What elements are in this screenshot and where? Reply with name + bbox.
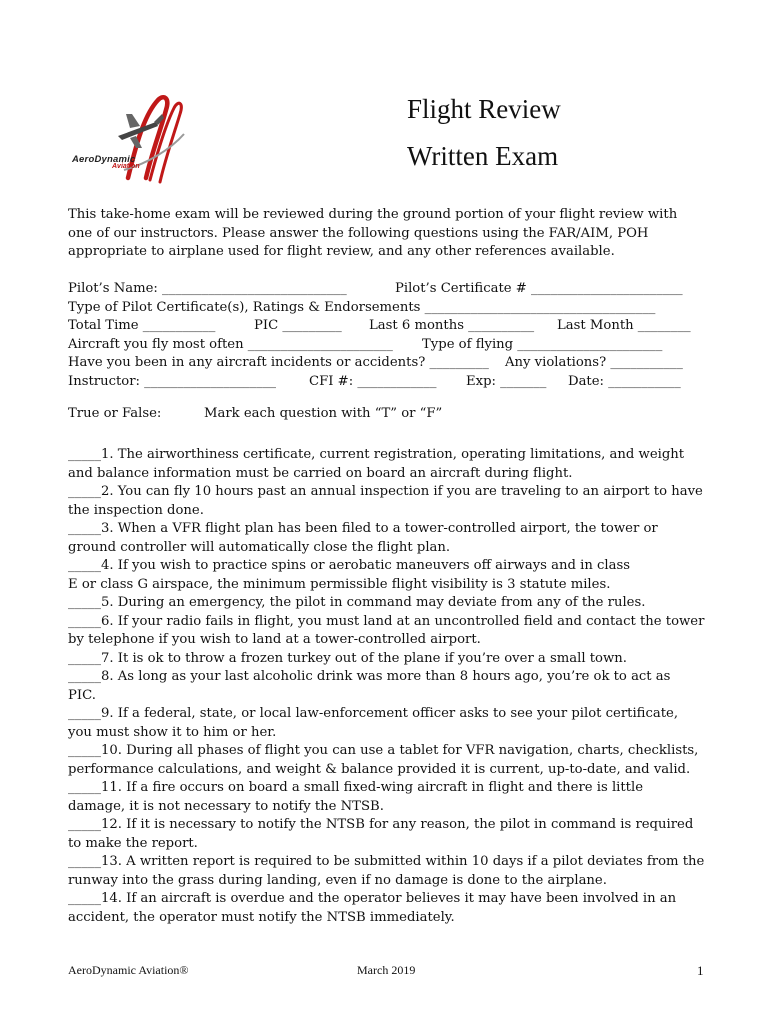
certificate-type-field[interactable]: Type of Pilot Certificate(s), Ratings & Endorsements ___________________________________ bbox=[68, 299, 656, 315]
expiration-field[interactable]: Exp: _______ bbox=[466, 373, 547, 389]
logo-subtitle: Aviation bbox=[112, 163, 140, 170]
aircraft-field[interactable]: Aircraft you fly most often ______________________ bbox=[68, 336, 393, 352]
true-false-label: True or False: bbox=[68, 406, 162, 421]
question-line[interactable]: _____13. A written report is required to be submitted within 10 days if a pilot deviates from the bbox=[68, 854, 705, 869]
question-line: to make the report. bbox=[68, 835, 198, 851]
last-6-months-field[interactable]: Last 6 months __________ bbox=[369, 318, 535, 333]
question-line: by telephone if you wish to land at a tower-controlled airport. bbox=[68, 632, 481, 647]
footer-company: AeroDynamic Aviation® bbox=[68, 963, 189, 977]
true-false-instruction: Mark each question with “T” or “F” bbox=[204, 406, 443, 421]
pilot-certificate-field[interactable]: Pilot’s Certificate # _______________________ bbox=[395, 281, 683, 296]
question-line[interactable]: _____10. During all phases of flight you can use a tablet for VFR navigation, charts, checklists, bbox=[68, 743, 699, 758]
question-line[interactable]: _____7. It is ok to throw a frozen turkey out of the plane if you’re over a small town. bbox=[68, 650, 627, 666]
question-line: and balance information must be carried on board an aircraft during flight. bbox=[68, 465, 573, 481]
question-line[interactable]: _____9. If a federal, state, or local law-enforcement officer asks to see your pilot certificate, bbox=[68, 706, 679, 721]
question-line: PIC. bbox=[68, 687, 96, 703]
page-title: Flight Review bbox=[407, 94, 561, 124]
true-false-header bbox=[68, 406, 708, 426]
question-line: damage, it is not necessary to notify the NTSB. bbox=[68, 798, 384, 814]
question-line: E or class G airspace, the minimum permissible flight visibility is 3 statute miles. bbox=[68, 576, 611, 592]
cfi-number-field[interactable]: CFI #: ____________ bbox=[309, 373, 437, 389]
question-list bbox=[68, 446, 708, 927]
violations-field[interactable]: Any violations? ___________ bbox=[505, 355, 683, 370]
airplane-swoosh-icon bbox=[66, 90, 196, 190]
aerodynamic-logo bbox=[66, 90, 196, 190]
question-line[interactable]: _____1. The airworthiness certificate, current registration, operating limitations, and weight bbox=[68, 447, 685, 462]
logo-wordmark: AeroDynamic bbox=[72, 154, 136, 165]
page-number: 1 bbox=[697, 963, 704, 978]
question-line: accident, the operator must notify the NTSB immediately. bbox=[68, 909, 455, 925]
incidents-field[interactable]: Have you been in any aircraft incidents or accidents? _________ bbox=[68, 355, 489, 370]
page-subtitle: Written Exam bbox=[407, 141, 559, 171]
intro-paragraph bbox=[68, 206, 708, 262]
question-line[interactable]: _____11. If a fire occurs on board a small fixed-wing aircraft in flight and there is little bbox=[68, 780, 643, 795]
type-of-flying-field[interactable]: Type of flying ______________________ bbox=[422, 336, 663, 352]
question-line: you must show it to him or her. bbox=[68, 724, 277, 740]
question-line[interactable]: _____3. When a VFR flight plan has been filed to a tower-controlled airport, the tower or bbox=[68, 521, 658, 536]
intro-line: appropriate to airplane used for flight review, and any other references available. bbox=[68, 244, 615, 259]
question-line[interactable]: _____8. As long as your last alcoholic drink was more than 8 hours ago, you’re ok to act as bbox=[68, 669, 671, 684]
question-line[interactable]: _____5. During an emergency, the pilot in command may deviate from any of the rules. bbox=[68, 595, 646, 610]
last-month-field[interactable]: Last Month ________ bbox=[557, 318, 691, 333]
pic-field[interactable]: PIC _________ bbox=[254, 318, 342, 333]
question-line[interactable]: _____14. If an aircraft is overdue and the operator believes it may have been involved in an bbox=[68, 891, 677, 906]
total-time-field[interactable]: Total Time ___________ bbox=[68, 318, 216, 333]
date-field[interactable]: Date: ___________ bbox=[568, 373, 681, 389]
question-line: runway into the grass during landing, even if no damage is done to the airplane. bbox=[68, 872, 607, 888]
question-line[interactable]: _____6. If your radio fails in flight, you must land at an uncontrolled field and contact the tower bbox=[68, 613, 705, 629]
footer-date: March 2019 bbox=[357, 963, 416, 977]
pilot-info-form bbox=[68, 281, 708, 392]
question-line[interactable]: _____4. If you wish to practice spins or aerobatic maneuvers off airways and in class bbox=[68, 558, 631, 573]
intro-line: This take-home exam will be reviewed during the ground portion of your flight review with bbox=[68, 207, 678, 222]
question-line: the inspection done. bbox=[68, 502, 204, 518]
intro-line: one of our instructors. Please answer the following questions using the FAR/AIM, POH bbox=[68, 225, 649, 241]
question-line[interactable]: _____12. If it is necessary to notify the NTSB for any reason, the pilot in command is required bbox=[68, 817, 694, 832]
instructor-field[interactable]: Instructor: ____________________ bbox=[68, 373, 277, 389]
question-line[interactable]: _____2. You can fly 10 hours past an annual inspection if you are traveling to an airport to have bbox=[68, 484, 703, 499]
question-line: performance calculations, and weight & balance provided it is current, up-to-date, and valid. bbox=[68, 761, 691, 777]
question-line: ground controller will automatically close the flight plan. bbox=[68, 539, 451, 555]
pilot-name-field[interactable]: Pilot’s Name: ____________________________ bbox=[68, 281, 347, 296]
